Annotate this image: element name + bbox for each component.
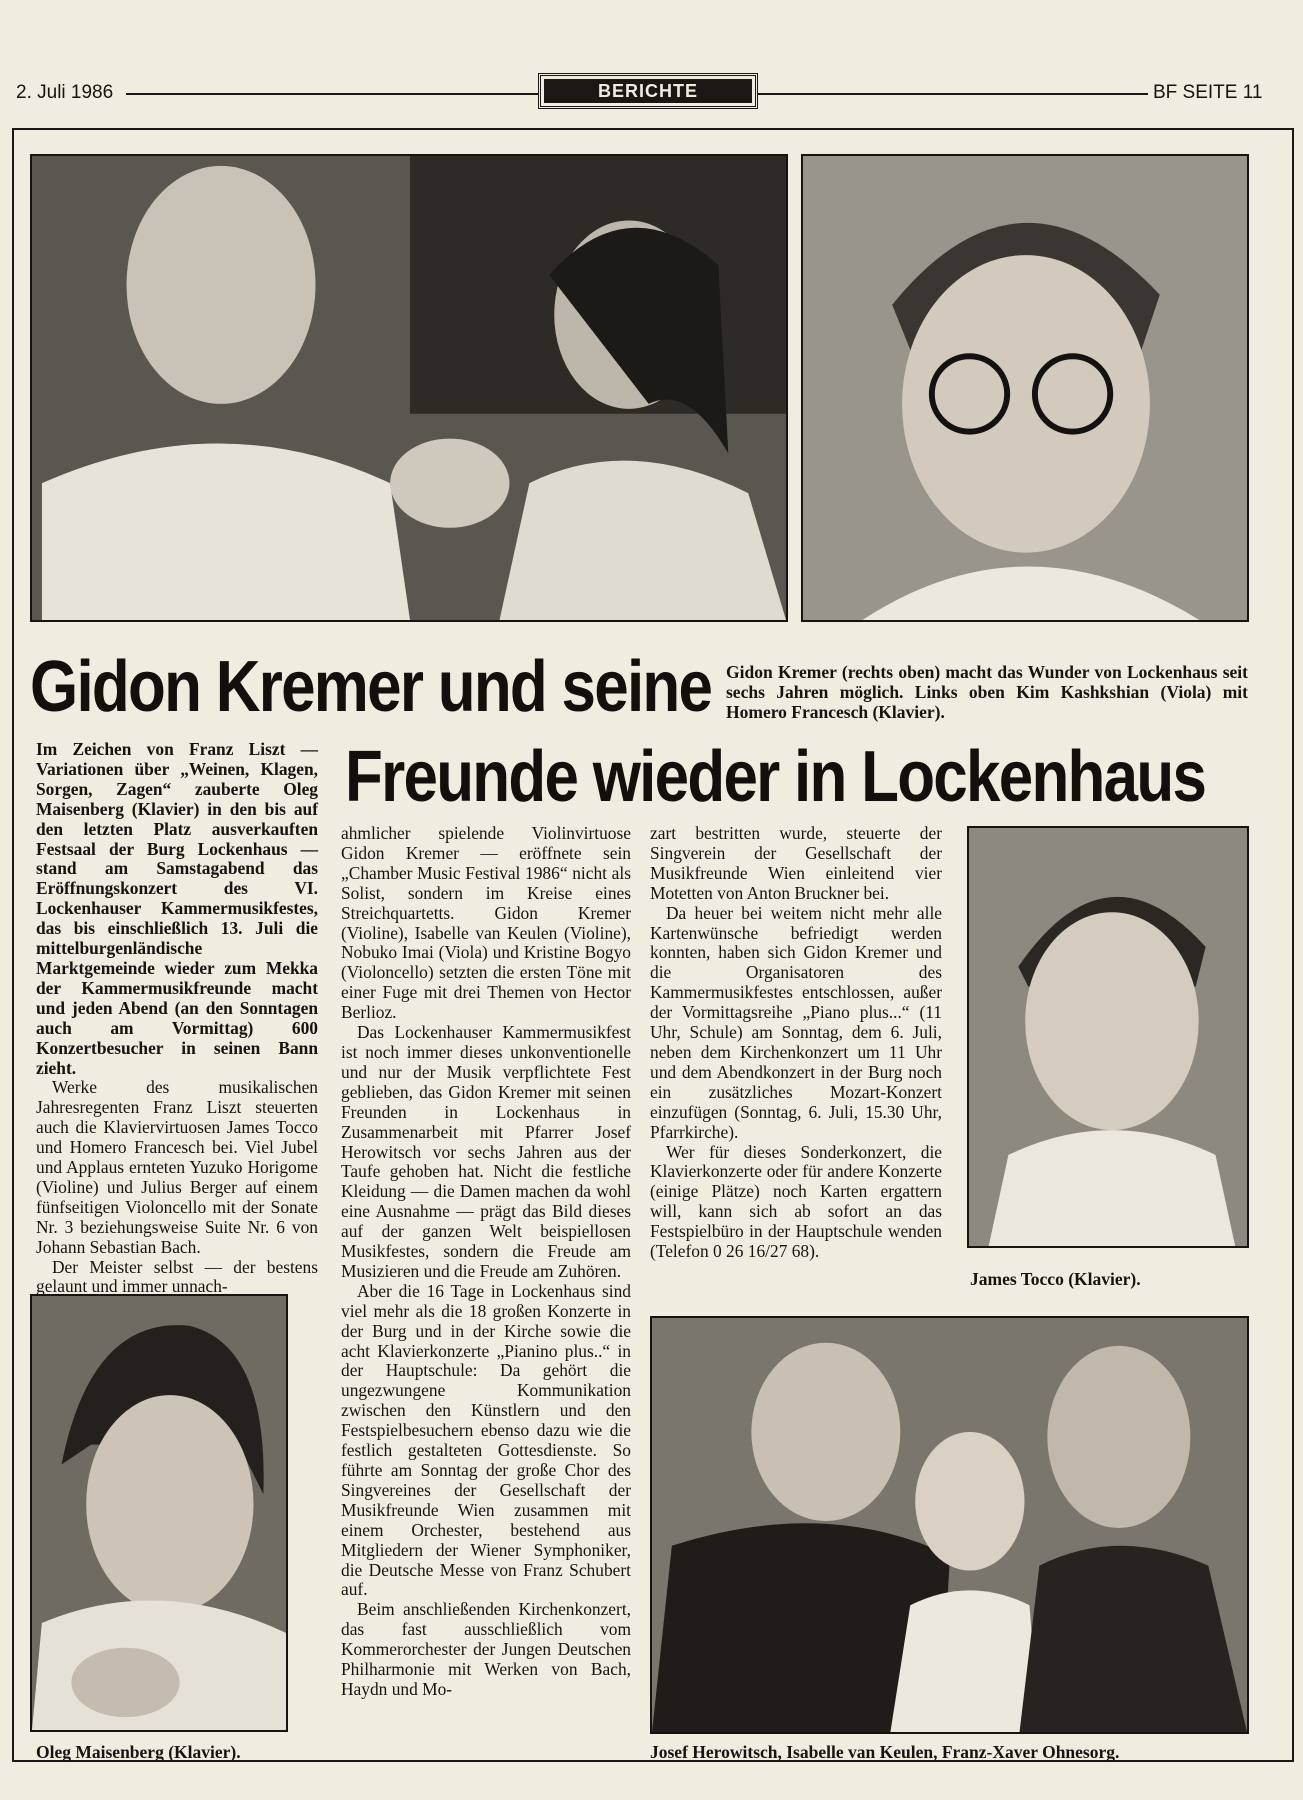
section-label: BERICHTE bbox=[544, 79, 752, 103]
article-paragraph: Das Lockenhauser Kammermusikfest ist noch immer dieses unkonventionelle und nur der Musik verpflichtete Fest geblieben, das Gidon Kremer mit seinen Freunden in Lockenhaus in Zusammenarbeit mit Pfarrer Josef Herowitsch vor sechs Jahren aus der Taufe gehoben hat. Nicht die festliche Kleidung — die Damen machen da wohl eine Ausnahme — prägt das Bild dieses auf der ganzen Welt beispiellosen Musikfestes, sondern die Freude am Musizieren und die Freude am Zuhören. bbox=[341, 1022, 631, 1281]
headline-line-1: Gidon Kremer und seine bbox=[30, 647, 712, 727]
header-rule-left bbox=[126, 93, 538, 95]
article-lead: Im Zeichen von Franz Liszt — Variationen über „Weinen, Klagen, Sorgen, Zagen“ zauberte Oleg Maisenberg (Klavier) in den bis auf den letzten Platz ausverkauften Festsaal der Burg Lockenhaus — stand am Samstagabend das Eröffnungskonzert des VI. Lockenhauser Kammermusikfestes, das bis einschließlich 13. Juli die mittelburgenländische Marktgemeinde wieder zum Mekka der Kammermusikfreunde macht und jeden Abend (an den Sonntagen auch am Vormittag) 600 Konzertbesucher in seinen Bann zieht. bbox=[36, 739, 318, 1078]
article-paragraph: zart bestritten wurde, steuerte der Singverein der Gesellschaft der Musikfreunde Wien einleitend vier Motetten von Anton Bruckner bei. bbox=[650, 823, 942, 903]
headline-line-2: Freunde wieder in Lockenhaus bbox=[345, 737, 1206, 817]
article-column-3 bbox=[650, 824, 942, 1262]
article-paragraph: Werke des musikalischen Jahresregenten Franz Liszt steuerten auch die Klaviervirtuosen James Tocco und Homero Francesch bei. Viel Jubel und Applaus ernteten Yuzuko Horigome (Violine) und Julius Berger auf einem fünfseitigen Violoncello mit der Sonate Nr. 3 beziehungsweise Suite Nr. 6 von Johann Sebastian Bach. bbox=[36, 1077, 318, 1257]
article-paragraph: ahmlicher spielende Violinvirtuose Gidon Kremer — eröffnete sein „Chamber Music Festival 1986“ nicht als Solist, sondern im Kreise eines Streichquartetts. Gidon Kremer (Violine), Isabelle van Keulen (Violine), Nobuko Imai (Viola) und Kristine Bogyo (Violoncello) setzten die ersten Töne mit einer Fuge mit drei Themen von Hector Berlioz. bbox=[341, 823, 631, 1023]
photo-image-3 bbox=[32, 1296, 286, 1730]
article-paragraph: Aber die 16 Tage in Lockenhaus sind viel mehr als die 18 großen Konzerte in der Burg und in der Kirche sowie die acht Klavierkonzerte „Pianino plus..“ in der Hauptschule: Da gehört die ungezwungene Kommunikation zwischen den Künstlern und den Festspielbesuchern ebenso dazu wie die festlich gestalteten Gottesdienste. So führte am Sonntag der große Chor des Singvereines der Gesellschaft der Musikfreunde Wien zusammen mit einem Orchester, bestehend aus Mitgliedern der Wiener Symphoniker, die Deutsche Messe von Franz Schubert auf. bbox=[341, 1280, 631, 1600]
photo-image-2 bbox=[803, 156, 1247, 620]
article-column-1 bbox=[36, 740, 318, 1297]
article-column-2 bbox=[341, 824, 631, 1700]
issue-date: 2. Juli 1986 bbox=[16, 82, 114, 103]
caption-tocco: James Tocco (Klavier). bbox=[970, 1269, 1141, 1289]
article-paragraph: Da heuer bei weitem nicht mehr alle Kartenwünsche befriedigt werden konnten, haben sich Gidon Kremer und die Organisatoren des Kammermusikfestes entschlossen, außer der Vormittagsreihe „Piano plus...“ (11 Uhr, Schule) am Sonntag, dem 6. Juli, neben dem Kirchenkonzert um 11 Uhr und dem Abendkonzert in der Burg noch ein zusätzliches Mozart-Konzert einzufügen (Sonntag, 6. Juli, 15.30 Uhr, Pfarrkirche). bbox=[650, 902, 942, 1142]
photo-image-1 bbox=[32, 156, 786, 620]
caption-oleg: Oleg Maisenberg (Klavier). bbox=[36, 1742, 241, 1762]
photo-gidon-kremer bbox=[801, 154, 1249, 622]
caption-group: Josef Herowitsch, Isabelle van Keulen, Franz-Xaver Ohnesorg. bbox=[650, 1742, 1120, 1762]
photo-kashkshian-francesch bbox=[30, 154, 788, 622]
photo-group bbox=[650, 1316, 1249, 1734]
photo-oleg-maisenberg bbox=[30, 1294, 288, 1732]
photo-caption-top: Gidon Kremer (rechts oben) macht das Wunder von Lockenhaus seit sechs Jahren möglich. Links oben Kim Kashkshian (Viola) mit Homero Francesch (Klavier). bbox=[726, 662, 1248, 722]
photo-james-tocco bbox=[967, 826, 1249, 1248]
article-paragraph: Beim anschließenden Kirchenkonzert, das fast ausschließlich vom Kommerorchester der Jungen Deutschen Philharmonie mit Werken von Bach, Haydn und Mo- bbox=[341, 1599, 631, 1699]
page-number: BF SEITE 11 bbox=[1153, 82, 1263, 103]
section-label-box bbox=[538, 73, 758, 109]
article-paragraph: Der Meister selbst — der bestens gelaunt und immer unnach- bbox=[36, 1256, 318, 1297]
photo-image-5 bbox=[652, 1318, 1247, 1732]
photo-image-4 bbox=[969, 828, 1247, 1246]
header-rule-right bbox=[758, 93, 1148, 95]
article-paragraph: Wer für dieses Sonderkonzert, die Klavierkonzerte oder für andere Konzerte (einige Plätze) noch Karten ergattern will, kann sich ab sofort an das Festspielbüro in der Hauptschule wenden (Telefon 0 26 16/27 68). bbox=[650, 1141, 942, 1262]
